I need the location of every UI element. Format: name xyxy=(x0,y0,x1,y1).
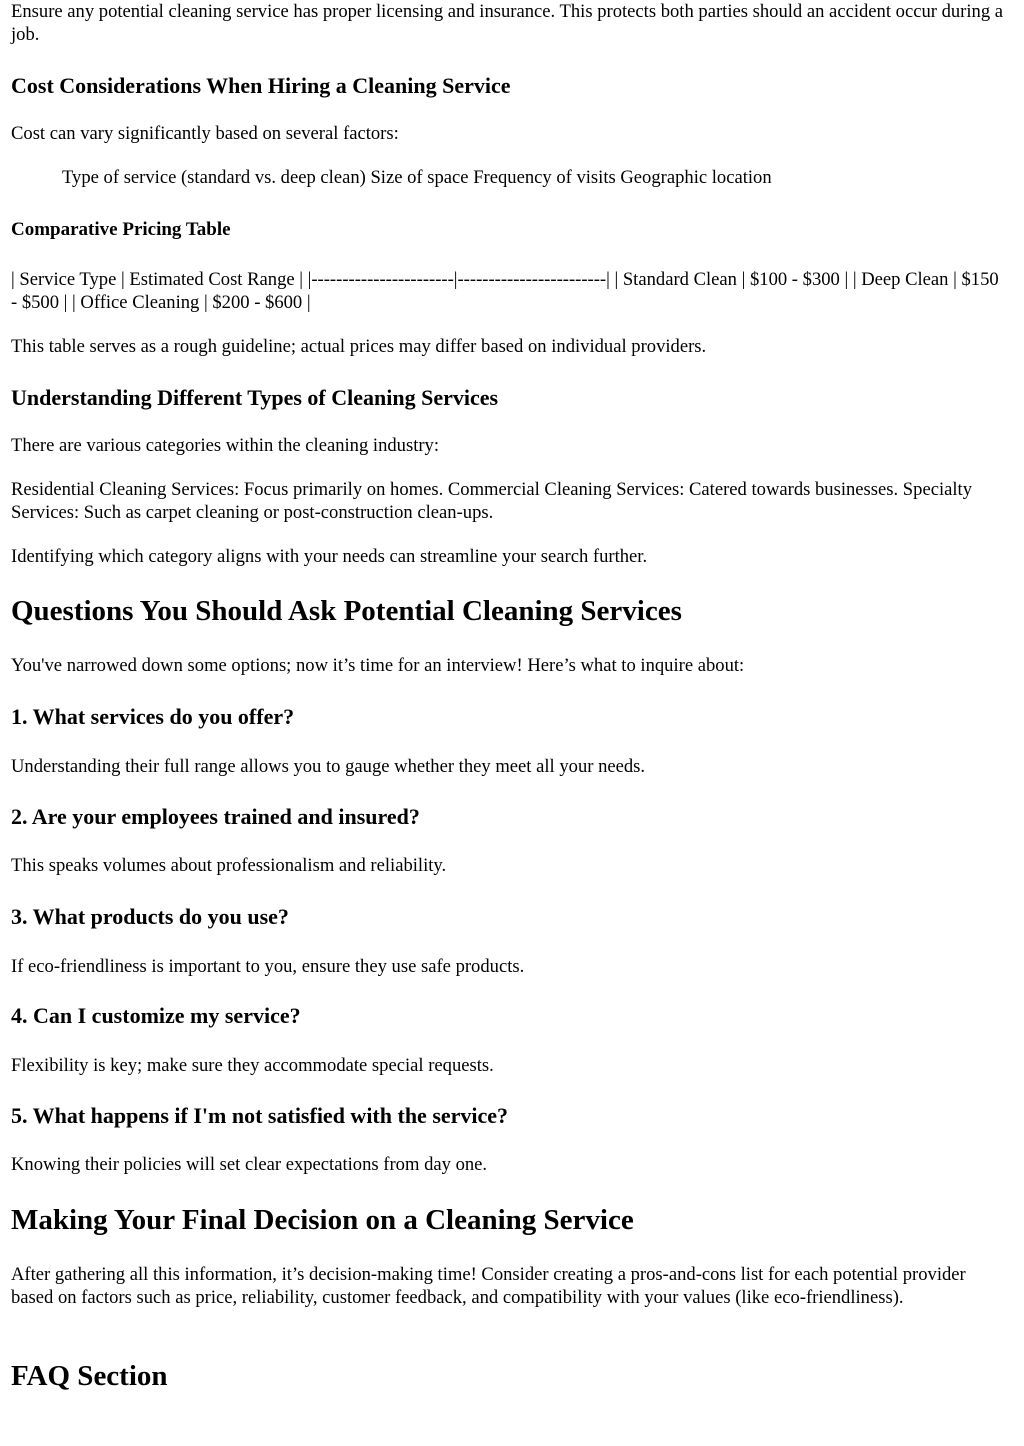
types-lead: There are various categories within the cleaning industry: xyxy=(11,435,440,456)
question-2: 2. Are your employees trained and insured? xyxy=(11,804,420,829)
types-categories: Residential Cleaning Services: Focus primarily on homes. Commercial Cleaning Services: Catered towards businesses. Specialty Services: Such as carpet cleaning or post-construction clean-ups. xyxy=(11,479,972,523)
questions-lead: You've narrowed down some options; now it’s time for an interview! Here’s what to inquire about: xyxy=(11,655,745,676)
cost-lead: Cost can vary significantly based on several factors: xyxy=(11,123,399,144)
question-1: 1. What services do you offer? xyxy=(11,704,295,729)
faq-heading: FAQ Section xyxy=(11,1360,168,1392)
questions-heading: Questions You Should Ask Potential Cleaning Services xyxy=(11,595,682,627)
answer-2: This speaks volumes about professionalism and reliability. xyxy=(11,855,447,876)
cost-factors-list: Type of service (standard vs. deep clean) Size of space Frequency of visits Geographic location xyxy=(62,167,772,188)
intro-paragraph: Ensure any potential cleaning service has proper licensing and insurance. This protects both parties should an accident occur during a job. xyxy=(11,1,1004,45)
answer-1: Understanding their full range allows you to gauge whether they meet all your needs. xyxy=(11,756,646,777)
question-4: 4. Can I customize my service? xyxy=(11,1003,301,1028)
cost-heading: Cost Considerations When Hiring a Cleaning Service xyxy=(11,73,511,98)
types-heading: Understanding Different Types of Cleaning Services xyxy=(11,385,499,410)
pricing-table-note: This table serves as a rough guideline; actual prices may differ based on individual providers. xyxy=(11,336,707,357)
question-5: 5. What happens if I'm not satisfied with the service? xyxy=(11,1103,509,1128)
decision-heading: Making Your Final Decision on a Cleaning Service xyxy=(11,1204,634,1236)
answer-3: If eco-friendliness is important to you, ensure they use safe products. xyxy=(11,956,525,977)
answer-4: Flexibility is key; make sure they accommodate special requests. xyxy=(11,1055,494,1076)
pricing-table-heading: Comparative Pricing Table xyxy=(11,219,231,240)
pricing-table-text: | Service Type | Estimated Cost Range | |-----------------------|------------------------| | Standard Clean | $100 - $300 | | Deep Clean | $150 - $500 | | Office Cleaning | $200 - $600 | xyxy=(11,269,999,313)
question-3: 3. What products do you use? xyxy=(11,904,289,929)
decision-body: After gathering all this information, it’s decision-making time! Consider creating a pros-and-cons list for each potential provider based on factors such as price, reliability, customer feedback, and compatibility with your values (like eco-friendliness). xyxy=(11,1264,966,1308)
answer-5: Knowing their policies will set clear expectations from day one. xyxy=(11,1154,488,1175)
types-closing: Identifying which category aligns with your needs can streamline your search further. xyxy=(11,546,648,567)
